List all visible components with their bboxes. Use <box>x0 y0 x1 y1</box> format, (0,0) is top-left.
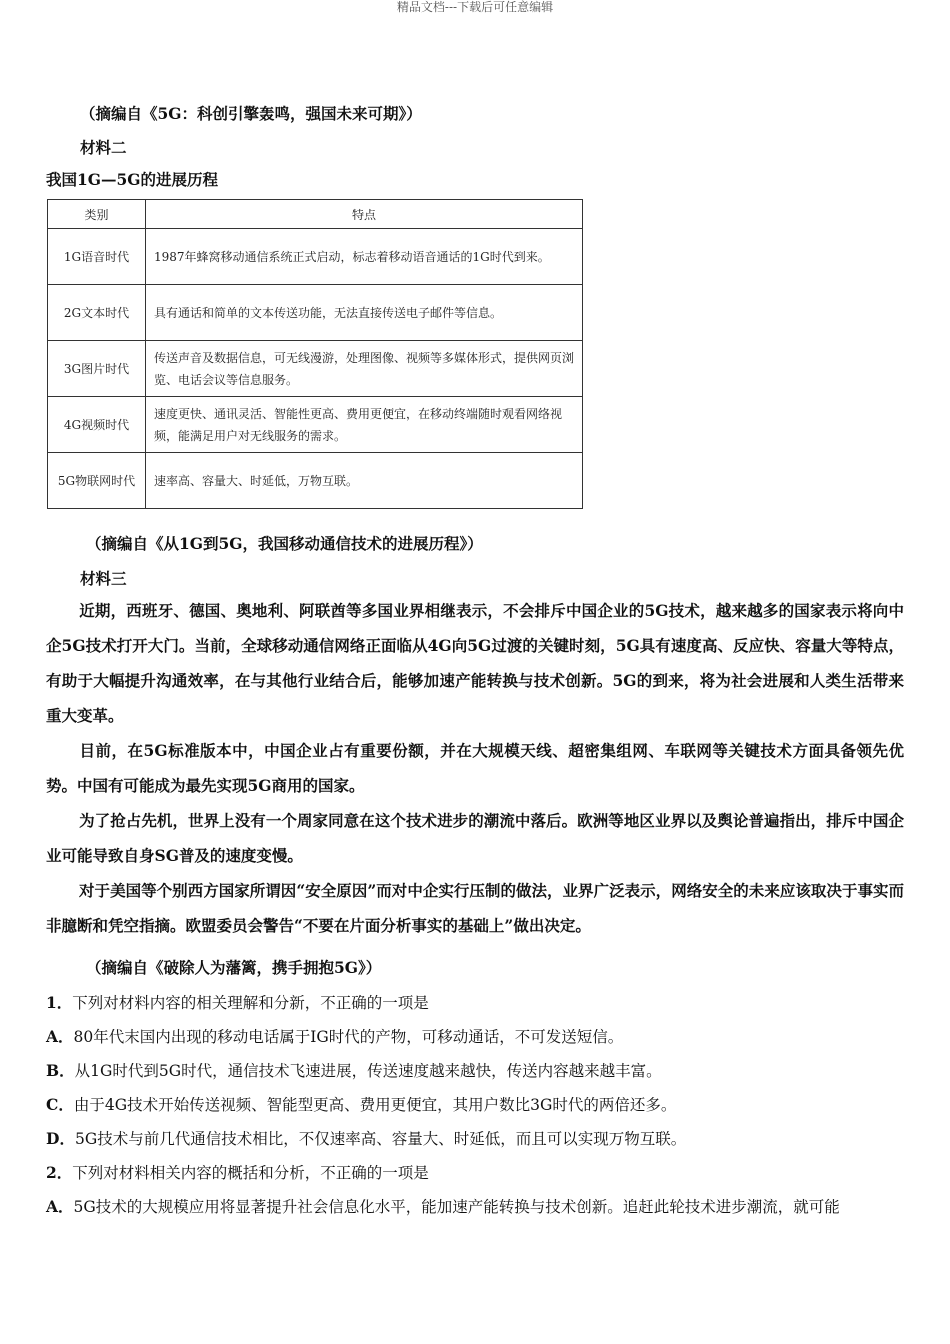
question-2-stem <box>46 1163 429 1183</box>
paragraph-text: 近期，西班牙、德国、奥地利、阿联酋等多国业界相继表示，不会排斥中国企业的5G技术，越来越多的国家表示将向中企5G技术打开大门。当前，全球移动通信网络正面临从4G向5G过渡的关键时刻，5G具有速度高、反应快、容量大等特点，有助于大幅提升沟通效率，在与其他行业结合后，能够加速产能转换与技术创新。5G的到来，将为社会进展和人类生活带来重大变革。 <box>46 601 904 725</box>
source-citation-3: （摘编自《破除人为藩篱，携手拥抱5G》） <box>86 958 382 977</box>
paragraph-text: 为了抢占先机，世界上没有一个周家同意在这个技术进步的潮流中落后。欧洲等地区业界以及舆论普遍指出，排斥中国企业可能导致自身SG普及的速度变慢。 <box>46 811 904 865</box>
question-2-option-a <box>46 1197 840 1217</box>
question-number: 2． <box>46 1163 73 1182</box>
paragraph <box>46 733 904 803</box>
table-header-row <box>48 200 583 229</box>
paragraph-text: 对于美国等个别西方国家所谓因“安全原因”而对中企实行压制的做法，业界广泛表示，网络安全的未来应该取决于事实而非臆断和凭空指摘。欧盟委员会警告“不要在片面分析事实的基础上”做出决定。 <box>46 881 904 935</box>
progress-table <box>47 199 583 509</box>
paragraph <box>46 593 904 733</box>
option-label: B． <box>46 1061 75 1080</box>
question-text: 下列对材料相关内容的概括和分析，不正确的一项是 <box>72 1164 429 1182</box>
material-2-label: 材料二 <box>80 138 127 157</box>
option-text: 5G技术与前几代通信技术相比，不仅速率高、容量大、时延低，而且可以实现万物互联。 <box>74 1130 687 1148</box>
table-row <box>48 285 583 341</box>
question-text: 下列对材料内容的相关理解和分新，不正确的一项是 <box>72 994 429 1012</box>
option-text: 5G技术的大规模应用将显著提升社会信息化水平，能加速产能转换与技术创新。追赶此轮技术进步潮流，就可能 <box>73 1198 840 1216</box>
table-cell-category: 1G语音时代 <box>48 229 146 285</box>
question-1-option-d <box>46 1129 686 1149</box>
table-header-category: 类别 <box>48 200 146 229</box>
material-3-label: 材料三 <box>80 569 127 588</box>
question-number: 1． <box>46 993 73 1012</box>
question-1-option-b <box>46 1061 662 1081</box>
table-cell-feature: 1987年蜂窝移动通信系统正式启动，标志着移动语音通话的1G时代到来。 <box>146 229 583 285</box>
option-label: C． <box>46 1095 74 1114</box>
question-1-option-a <box>46 1027 623 1047</box>
option-label: D． <box>46 1129 75 1148</box>
table-row <box>48 397 583 453</box>
table-row <box>48 341 583 397</box>
table-cell-category: 3G图片时代 <box>48 341 146 397</box>
option-text: 80年代末国内出现的移动电话属于IG时代的产物，可移动通话，不可发送短信。 <box>73 1028 624 1046</box>
table-cell-category: 4G视频时代 <box>48 397 146 453</box>
table-cell-feature: 传送声音及数据信息，可无线漫游，处理图像、视频等多媒体形式，提供网页浏览、电话会议等信息服务。 <box>146 341 583 397</box>
source-citation-2: （摘编自《从1G到5G，我国移动通信技术的进展历程》） <box>86 534 483 553</box>
table-row <box>48 453 583 509</box>
table-header-feature: 特点 <box>146 200 583 229</box>
source-citation-1: （摘编自《5G：科创引擎轰鸣，强国未来可期》） <box>80 104 422 123</box>
option-text: 由于4G技术开始传送视频、智能型更高、费用更便宜，其用户数比3G时代的两倍还多。 <box>73 1096 677 1114</box>
table-cell-feature: 速度更快、通讯灵活、智能性更高、费用更便宜，在移动终端随时观看网络视频，能满足用户对无线服务的需求。 <box>146 397 583 453</box>
question-1-stem <box>46 993 429 1013</box>
table-cell-category: 2G文本时代 <box>48 285 146 341</box>
option-label: A． <box>46 1027 74 1046</box>
page-header: 精品文档---下载后可任意编辑 <box>396 0 554 14</box>
table-cell-feature: 速率高、容量大、时延低，万物互联。 <box>146 453 583 509</box>
table-cell-feature: 具有通话和简单的文本传送功能，无法直接传送电子邮件等信息。 <box>146 285 583 341</box>
option-text: 从1G时代到5G时代，通信技术飞速进展，传送速度越来越快，传送内容越来越丰富。 <box>74 1062 662 1080</box>
table-row <box>48 229 583 285</box>
paragraph <box>46 803 904 873</box>
question-1-option-c <box>46 1095 676 1115</box>
paragraph-text: 目前，在5G标准版本中，中国企业占有重要份额，并在大规模天线、超密集组网、车联网等关键技术方面具备领先优势。中国有可能成为最先实现5G商用的国家。 <box>46 741 904 795</box>
table-title: 我国1G—5G的进展历程 <box>46 170 219 189</box>
option-label: A． <box>46 1197 74 1216</box>
paragraph <box>46 873 904 943</box>
table-cell-category: 5G物联网时代 <box>48 453 146 509</box>
